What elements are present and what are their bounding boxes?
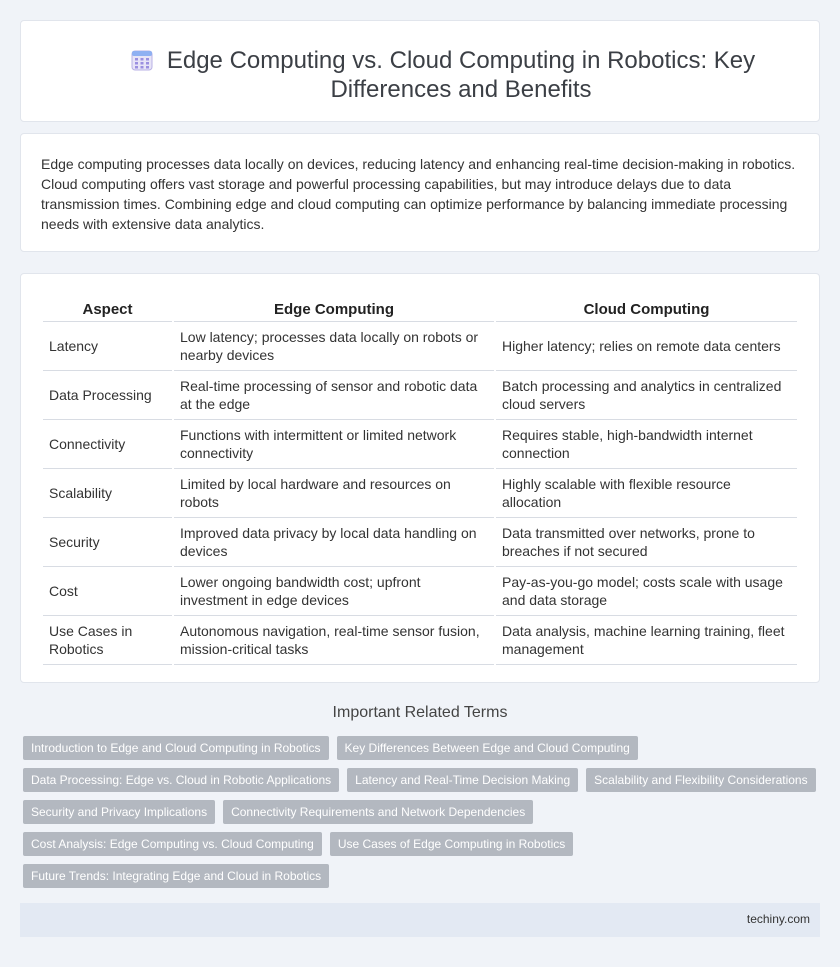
cell-edge: Real-time processing of sensor and robotic data at the edge [174, 371, 494, 420]
related-terms-list [23, 736, 823, 896]
header-edge: Edge Computing [174, 294, 494, 322]
related-term-tag[interactable]: Future Trends: Integrating Edge and Cloud in Robotics [23, 864, 329, 888]
footer [20, 903, 820, 937]
cell-edge: Lower ongoing bandwidth cost; upfront investment in edge devices [174, 567, 494, 616]
intro-paragraph: Edge computing processes data locally on devices, reducing latency and enhancing real-time decision-making in robotics. Cloud computing offers vast storage and powerful processing capabilities, but may introduce delays due to data transmission times. Combining edge and cloud computing can optimize performance by balancing immediate processing needs with extensive data analytics. [41, 156, 796, 232]
cell-aspect: Cost [43, 567, 172, 616]
related-term-tag[interactable]: Introduction to Edge and Cloud Computing in Robotics [23, 736, 329, 760]
header-cloud: Cloud Computing [496, 294, 797, 322]
footer-site-link[interactable]: techiny.com [746, 912, 810, 926]
cell-edge: Functions with intermittent or limited network connectivity [174, 420, 494, 469]
comparison-table [41, 294, 799, 665]
cell-aspect: Use Cases in Robotics [43, 616, 172, 665]
related-term-tag[interactable]: Cost Analysis: Edge Computing vs. Cloud Computing [23, 832, 322, 856]
cell-aspect: Security [43, 518, 172, 567]
related-term-tag[interactable]: Scalability and Flexibility Considerations [586, 768, 815, 792]
related-terms-heading: Important Related Terms [332, 704, 508, 721]
related-term-tag[interactable]: Key Differences Between Edge and Cloud Computing [337, 736, 638, 760]
page-title: Edge Computing vs. Cloud Computing in Robotics: Key Differences and Benefits [166, 47, 756, 103]
table-row [43, 567, 797, 616]
cell-edge: Limited by local hardware and resources on robots [174, 469, 494, 518]
table-row [43, 420, 797, 469]
cell-aspect: Latency [43, 322, 172, 371]
title-card [20, 20, 820, 122]
header-aspect: Aspect [43, 294, 172, 322]
related-term-tag[interactable]: Connectivity Requirements and Network Dependencies [223, 800, 533, 824]
table-row [43, 469, 797, 518]
cell-edge: Low latency; processes data locally on robots or nearby devices [174, 322, 494, 371]
cell-aspect: Connectivity [43, 420, 172, 469]
table-row [43, 322, 797, 371]
cell-cloud: Requires stable, high-bandwidth internet connection [496, 420, 797, 469]
cell-cloud: Data analysis, machine learning training, fleet management [496, 616, 797, 665]
intro-card [20, 133, 820, 252]
cell-cloud: Data transmitted over networks, prone to breaches if not secured [496, 518, 797, 567]
related-term-tag[interactable]: Security and Privacy Implications [23, 800, 215, 824]
related-term-tag[interactable]: Use Cases of Edge Computing in Robotics [330, 832, 573, 856]
cell-cloud: Pay-as-you-go model; costs scale with usage and data storage [496, 567, 797, 616]
cell-edge: Autonomous navigation, real-time sensor fusion, mission-critical tasks [174, 616, 494, 665]
related-term-tag[interactable]: Latency and Real-Time Decision Making [347, 768, 578, 792]
related-term-tag[interactable]: Data Processing: Edge vs. Cloud in Robotic Applications [23, 768, 339, 792]
cell-cloud: Highly scalable with flexible resource allocation [496, 469, 797, 518]
table-row [43, 371, 797, 420]
cell-aspect: Data Processing [43, 371, 172, 420]
table-row [43, 518, 797, 567]
comparison-card [20, 273, 820, 683]
cell-aspect: Scalability [43, 469, 172, 518]
table-header-row [43, 294, 797, 322]
cell-cloud: Higher latency; relies on remote data centers [496, 322, 797, 371]
cell-cloud: Batch processing and analytics in centralized cloud servers [496, 371, 797, 420]
table-row [43, 616, 797, 665]
cell-edge: Improved data privacy by local data handling on devices [174, 518, 494, 567]
